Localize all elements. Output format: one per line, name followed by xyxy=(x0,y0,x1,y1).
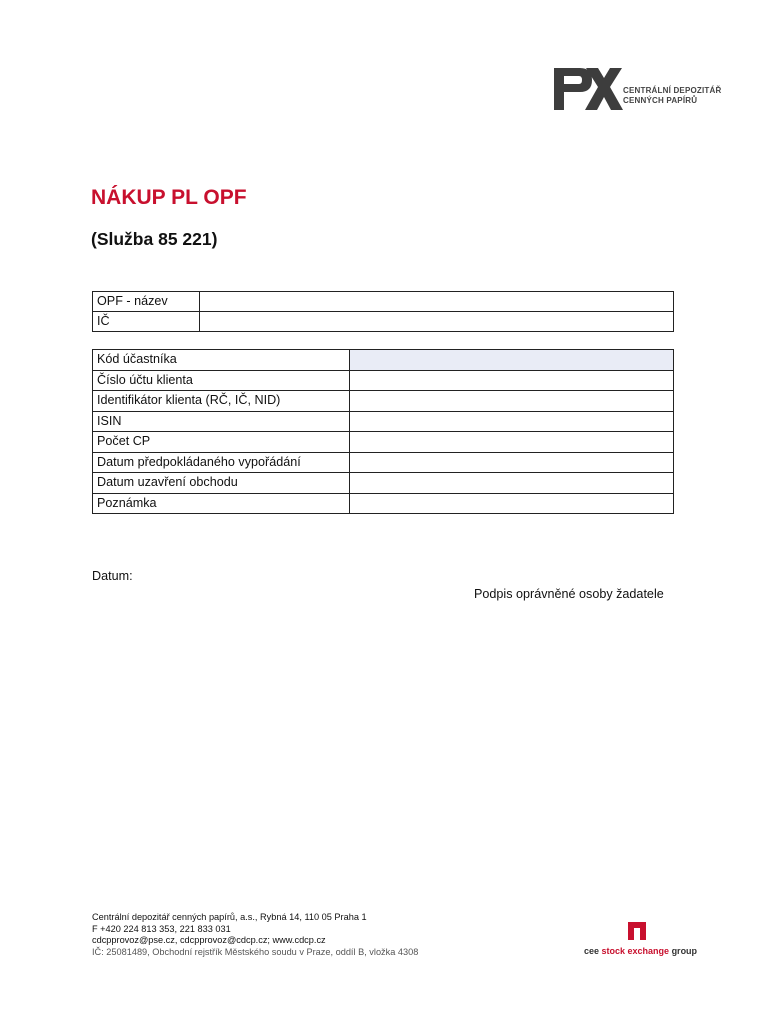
fund-info-table xyxy=(92,291,674,332)
table-row xyxy=(93,473,674,494)
row-label: Datum uzavření obchodu xyxy=(93,473,350,494)
logo-text-line2: CENNÝCH PAPÍRŮ xyxy=(623,96,698,105)
row-label: Identifikátor klienta (RČ, IČ, NID) xyxy=(93,391,350,412)
group-accent: stock exchange xyxy=(601,946,670,956)
footer-line3: cdcpprovoz@pse.cz, cdcpprovoz@cdcp.cz; www.cdcp.cz xyxy=(92,935,326,945)
securities-count-field[interactable] xyxy=(350,432,674,453)
table-row xyxy=(93,493,674,514)
signature-label: Podpis oprávněné osoby žadatele xyxy=(474,587,664,601)
logo-text-line1: CENTRÁLNÍ DEPOZITÁŘ xyxy=(623,86,722,95)
table-row xyxy=(93,391,674,412)
date-label: Datum: xyxy=(92,569,133,583)
isin-field[interactable] xyxy=(350,411,674,432)
opf-name-field[interactable] xyxy=(200,292,674,312)
client-identifier-field[interactable] xyxy=(350,391,674,412)
cee-group-text xyxy=(584,946,697,956)
order-details-table xyxy=(92,349,674,514)
table-row xyxy=(93,432,674,453)
table-row xyxy=(93,292,674,312)
client-account-field[interactable] xyxy=(350,370,674,391)
group-suffix: group xyxy=(669,946,698,956)
logo-text xyxy=(623,86,721,106)
footer-line2: F +420 224 813 353, 221 833 031 xyxy=(92,923,231,934)
row-label: Počet CP xyxy=(93,432,350,453)
footer-address xyxy=(92,912,418,958)
table-row xyxy=(93,452,674,473)
footer-line4: IČ: 25081489, Obchodní rejstřík Městského soudu v Praze, oddíl B, vložka 4308 xyxy=(92,946,419,957)
row-label: Poznámka xyxy=(93,493,350,514)
document-subtitle: (Služba 85 221) xyxy=(91,229,218,249)
participant-code-field[interactable] xyxy=(350,350,674,371)
footer-line1: Centrální depozitář cenných papírů, a.s., Rybná 14, 110 05 Praha 1 xyxy=(92,912,367,922)
table-row xyxy=(93,411,674,432)
row-label: ISIN xyxy=(93,411,350,432)
row-label: Kód účastníka xyxy=(93,350,350,371)
table-row xyxy=(93,312,674,332)
table-row xyxy=(93,370,674,391)
note-field[interactable] xyxy=(350,493,674,514)
table-row xyxy=(93,350,674,371)
row-label: IČ xyxy=(93,312,200,332)
row-label: OPF - název xyxy=(93,292,200,312)
document-title: NÁKUP PL OPF xyxy=(91,186,247,209)
group-prefix: cee xyxy=(584,946,602,956)
settlement-date-field[interactable] xyxy=(350,452,674,473)
row-label: Číslo účtu klienta xyxy=(93,370,350,391)
row-label: Datum předpokládaného vypořádání xyxy=(93,452,350,473)
ic-field[interactable] xyxy=(200,312,674,332)
trade-date-field[interactable] xyxy=(350,473,674,494)
